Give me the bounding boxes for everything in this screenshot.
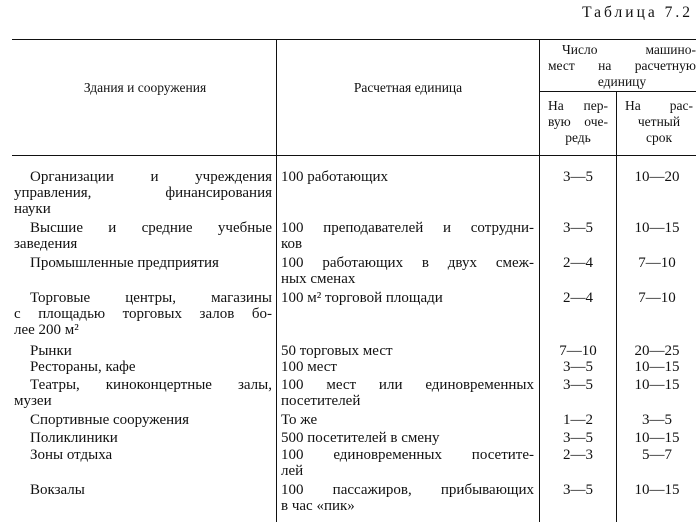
header-design-term	[625, 98, 693, 146]
unit-cell	[281, 412, 534, 428]
building-cell	[14, 447, 272, 463]
header-term-line: На рас-	[625, 98, 693, 113]
header-bottom-rule	[12, 155, 696, 156]
building-line: Высшие и средние учебные	[30, 220, 272, 236]
unit-line: 100 мест или единовременных	[281, 377, 534, 393]
unit-line: 100 работающих в двух смеж-	[281, 255, 534, 271]
design-term-cell: 20—25	[634, 343, 680, 359]
header-places-group	[548, 42, 696, 90]
column-divider-1	[276, 39, 277, 522]
first-stage-cell: 2—4	[563, 290, 593, 306]
header-first-stage	[548, 98, 608, 146]
unit-line: 100 мест	[281, 359, 337, 375]
column-divider-2	[539, 39, 540, 522]
unit-line: ных сменах	[281, 271, 356, 287]
unit-cell	[281, 482, 534, 514]
unit-cell	[281, 359, 534, 375]
building-cell	[14, 430, 272, 446]
building-line: Промышленные предприятия	[30, 255, 219, 271]
unit-line: лей	[281, 463, 304, 479]
first-stage-cell: 7—10	[559, 343, 597, 359]
first-stage-cell: 3—5	[563, 169, 593, 185]
unit-cell	[281, 290, 534, 306]
unit-cell	[281, 220, 534, 252]
table-top-rule	[12, 39, 696, 40]
header-places-line: единицу	[597, 74, 647, 89]
building-line: Поликлиники	[30, 430, 118, 446]
unit-cell	[281, 255, 534, 287]
unit-line: 100 работающих	[281, 169, 389, 185]
building-cell	[14, 343, 272, 359]
design-term-cell: 10—15	[634, 359, 680, 375]
design-term-cell: 3—5	[642, 412, 672, 428]
first-stage-cell: 2—3	[563, 447, 593, 463]
building-cell	[14, 482, 272, 498]
unit-line: 50 торговых мест	[281, 343, 393, 359]
unit-line: 500 посетителей в смену	[281, 430, 440, 446]
building-line: лее 200 м²	[14, 322, 79, 338]
unit-line: 100 м² торговой площади	[281, 290, 443, 306]
header-first-line: На пер-	[548, 98, 608, 113]
building-line: заведения	[14, 236, 78, 252]
building-line: Зоны отдыха	[30, 447, 113, 463]
unit-line: 100 преподавателей и сотрудни-	[281, 220, 534, 236]
design-term-cell: 10—15	[634, 220, 680, 236]
building-line: Организации и учреждения	[30, 169, 272, 185]
unit-line: То же	[281, 412, 318, 428]
first-stage-cell: 3—5	[563, 430, 593, 446]
building-cell	[14, 290, 272, 338]
header-building: Здания и сооружения	[83, 80, 207, 95]
building-line: Рестораны, кафе	[30, 359, 136, 375]
design-term-cell: 10—15	[634, 482, 680, 498]
header-places-line: Число машино-	[562, 42, 696, 57]
design-term-cell: 7—10	[638, 255, 676, 271]
unit-line: в час «пик»	[281, 498, 355, 514]
unit-cell	[281, 169, 534, 185]
unit-line: 100 единовременных посетите-	[281, 447, 534, 463]
places-subheader-rule	[540, 91, 696, 92]
header-term-line: срок	[645, 130, 673, 145]
building-line: науки	[14, 201, 51, 217]
unit-cell	[281, 430, 534, 446]
header-places-line: мест на расчетную	[548, 58, 696, 73]
design-term-cell: 10—15	[634, 377, 680, 393]
building-line: Спортивные сооружения	[30, 412, 190, 428]
first-stage-cell: 3—5	[563, 220, 593, 236]
first-stage-cell: 3—5	[563, 482, 593, 498]
design-term-cell: 7—10	[638, 290, 676, 306]
unit-line: 100 пассажиров, прибывающих	[281, 482, 534, 498]
building-line: управления, финансирования	[14, 185, 272, 201]
building-line: Торговые центры, магазины	[30, 290, 272, 306]
building-line: Вокзалы	[30, 482, 85, 498]
first-stage-cell: 3—5	[563, 359, 593, 375]
building-line: с площадью торговых залов бо-	[14, 306, 272, 322]
building-cell	[14, 377, 272, 409]
unit-cell	[281, 343, 534, 359]
table-caption: Таблица 7.2	[582, 4, 693, 21]
building-cell	[14, 255, 272, 271]
first-stage-cell: 2—4	[563, 255, 593, 271]
first-stage-cell: 3—5	[563, 377, 593, 393]
first-stage-cell: 1—2	[563, 412, 593, 428]
unit-cell	[281, 377, 534, 409]
unit-line: ков	[281, 236, 303, 252]
design-term-cell: 5—7	[642, 447, 672, 463]
design-term-cell: 10—20	[634, 169, 680, 185]
header-first-line: вую оче-	[548, 114, 608, 129]
building-cell	[14, 412, 272, 428]
header-unit: Расчетная единица	[353, 80, 463, 95]
building-cell	[14, 220, 272, 252]
building-line: Театры, киноконцертные залы,	[30, 377, 272, 393]
unit-cell	[281, 447, 534, 479]
unit-line: посетителей	[281, 393, 361, 409]
building-cell	[14, 169, 272, 217]
building-cell	[14, 359, 272, 375]
design-term-cell: 10—15	[634, 430, 680, 446]
building-line: музеи	[14, 393, 52, 409]
header-first-line: редь	[565, 130, 591, 145]
column-divider-3	[616, 91, 617, 522]
header-term-line: четный	[637, 114, 681, 129]
building-line: Рынки	[30, 343, 72, 359]
